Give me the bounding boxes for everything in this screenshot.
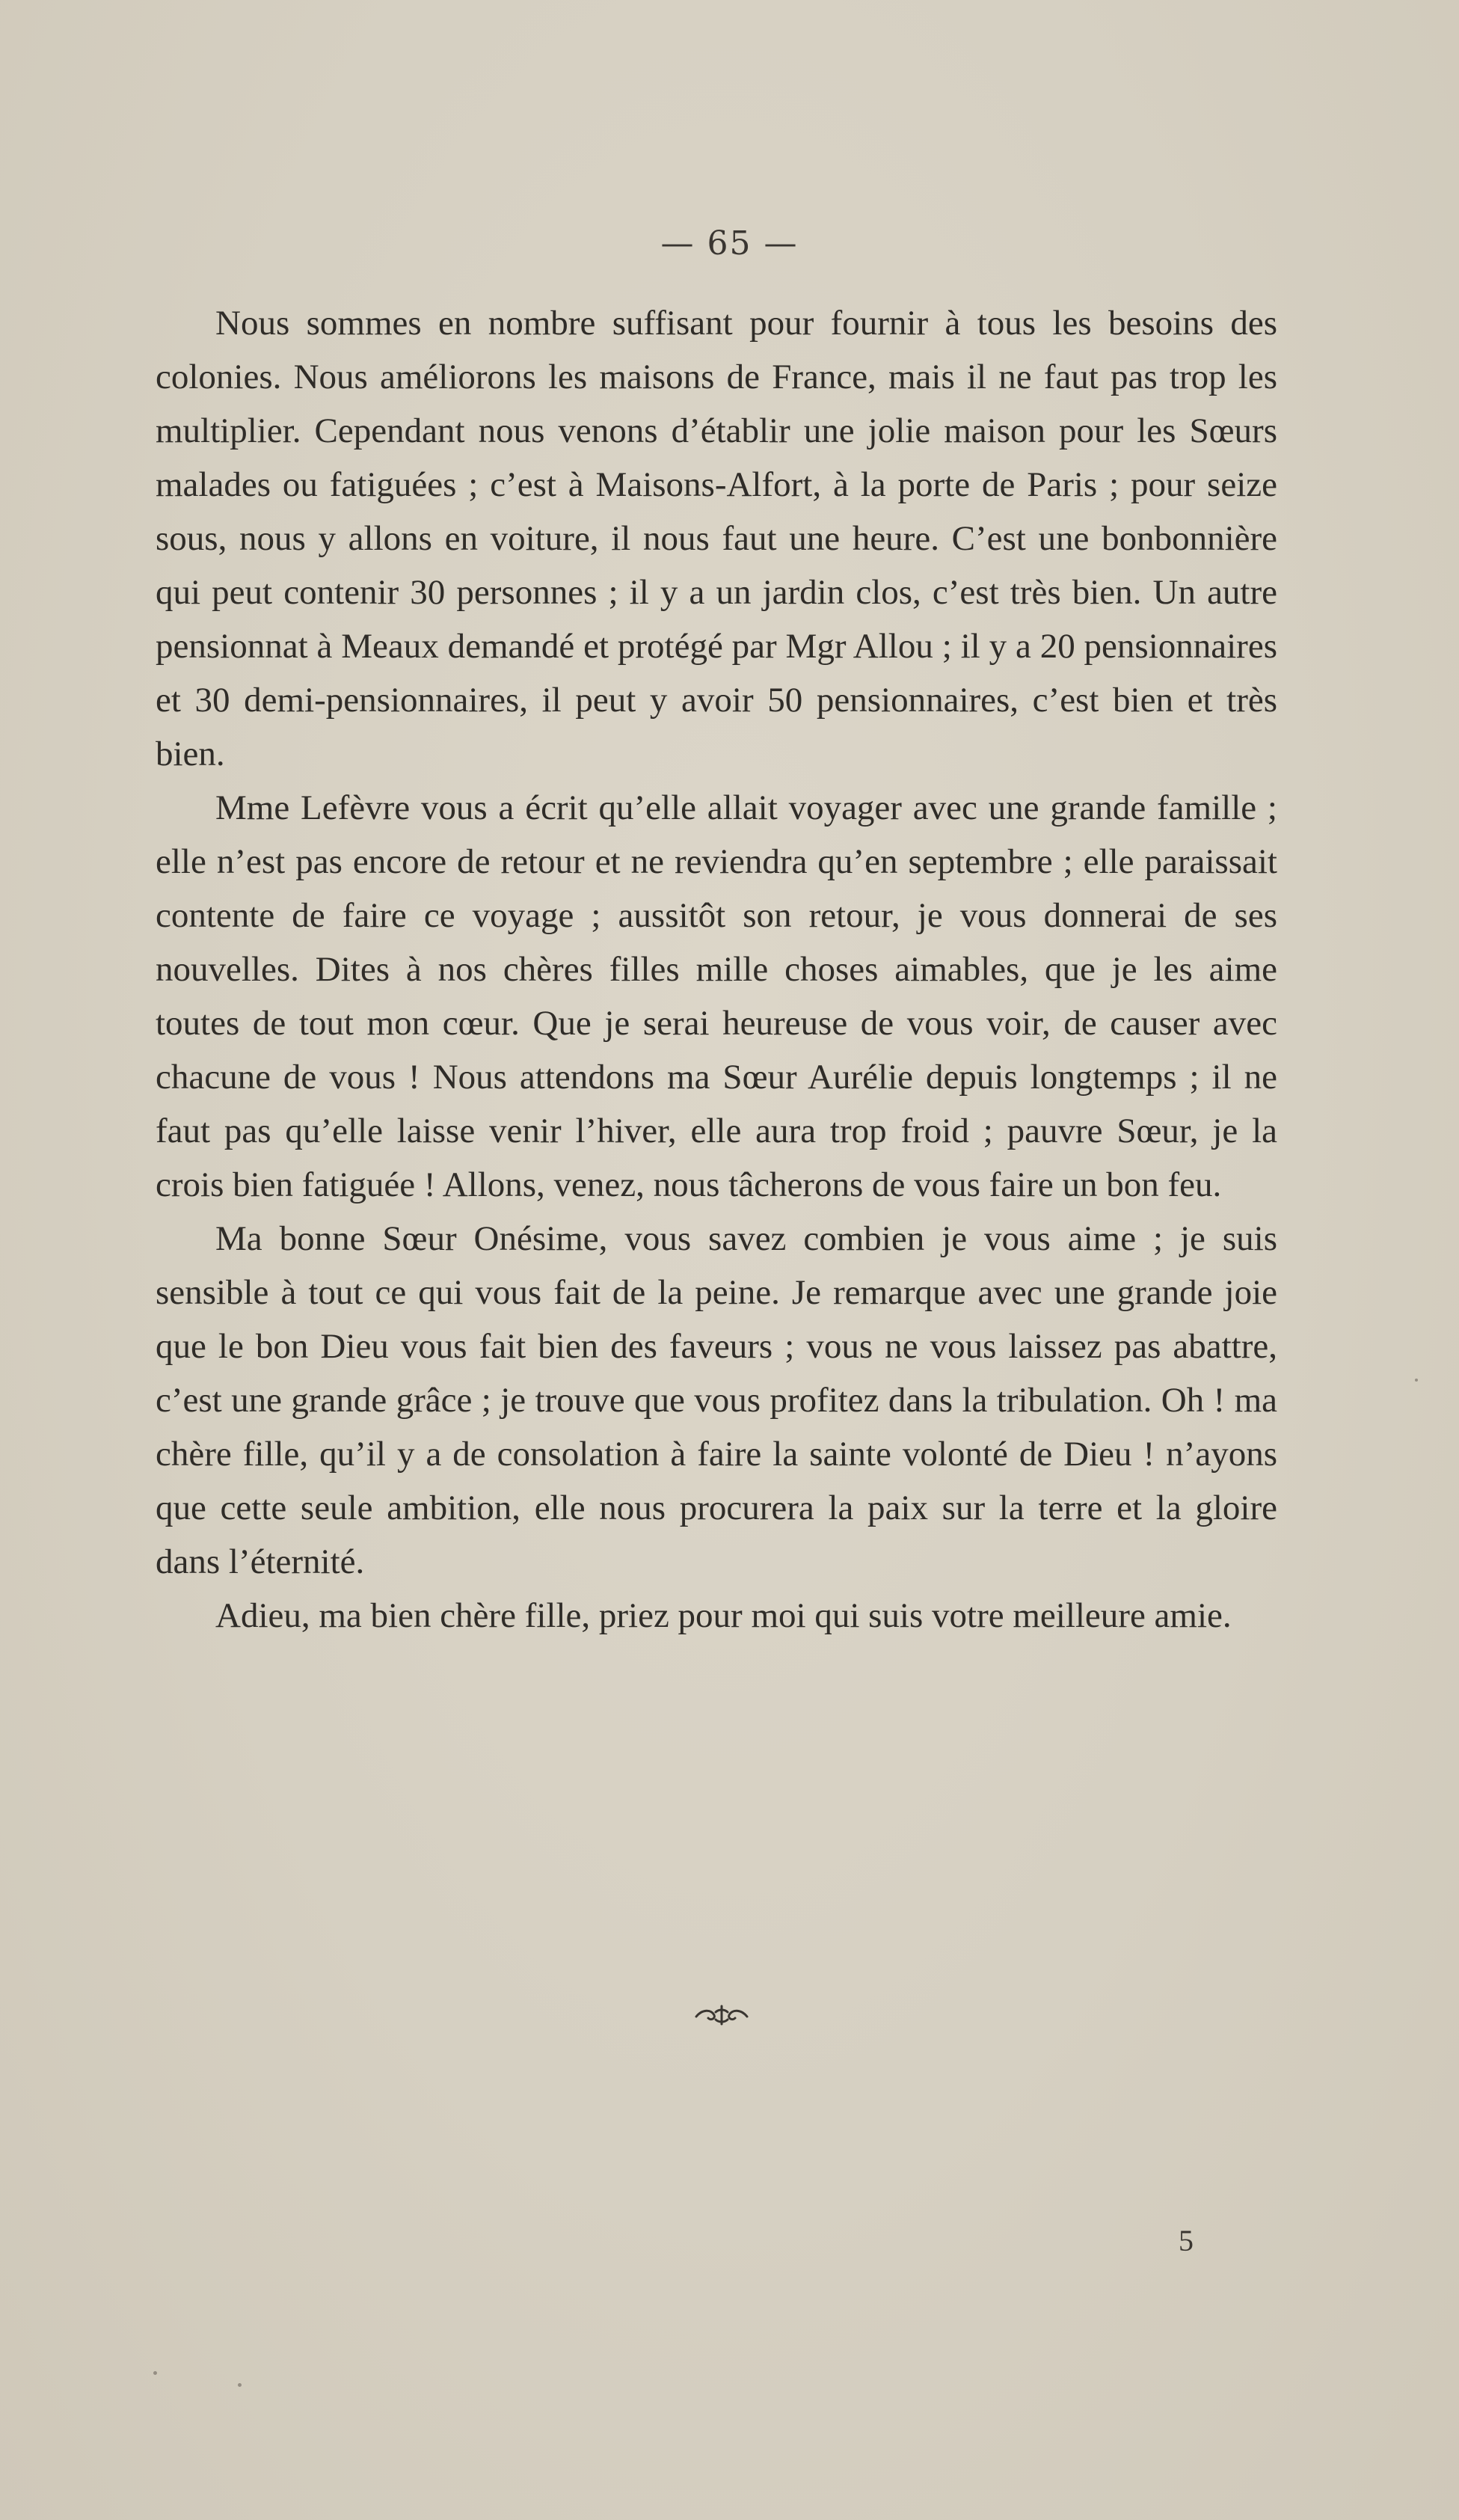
body-text xyxy=(156,296,1277,1643)
paragraph-2: Mme Lefèvre vous a écrit qu’elle allait voyager avec une grande famille ; elle n’est pas encore de retour et ne reviendra qu’en septembre ; elle paraissait contente de faire ce voyage ; aussitôt son retour, je vous donnerai de ses nouvelles. Dites à nos chères filles mille choses aimables, que je les aime toutes de tout mon cœur. Que je serai heureuse de vous voir, de causer avec chacune de vous ! Nous attendons ma Sœur Aurélie depuis longtemps ; il ne faut pas qu’elle laisse venir l’hiver, elle aura trop froid ; pauvre Sœur, je la crois bien fatiguée ! Allons, venez, nous tâcherons de vous faire un bon feu. xyxy=(156,788,1277,1204)
paragraph-3: Ma bonne Sœur Onésime, vous savez combien je vous aime ; je suis sensible à tout ce qui vous fait de la peine. Je remarque avec une grande joie que le bon Dieu vous fait bien des faveurs ; vous ne vous laissez pas abattre, c’est une grande grâce ; je trouve que vous profitez dans la tribulation. Oh ! ma chère fille, qu’il y a de consolation à faire la sainte volonté de Dieu ! n’ayons que cette seule ambition, elle nous procurera la paix sur la terre et la gloire dans l’éternité. xyxy=(156,1219,1277,1581)
fleuron-icon xyxy=(692,2002,752,2029)
page-number: — 65 — xyxy=(660,224,799,263)
paragraph-4: Adieu, ma bien chère fille, priez pour moi qui suis votre meilleure amie. xyxy=(215,1596,1232,1635)
signature-number: 5 xyxy=(1179,2224,1194,2257)
paragraph-1: Nous sommes en nombre suffisant pour fournir à tous les besoins des colonies. Nous améliorons les maisons de France, mais il ne faut pas trop les multiplier. Cependant nous venons d’établir une jolie maison pour les Sœurs malades ou fatiguées ; c’est à Maisons-Alfort, à la porte de Paris ; pour seize sous, nous y allons en voiture, il nous faut une heure. C’est une bonbonnière qui peut contenir 30 personnes ; il y a un jardin clos, c’est très bien. Un autre pensionnat à Meaux demandé et protégé par Mgr Allou ; il y a 20 pensionnaires et 30 demi-pensionnaires, il peut y avoir 50 pensionnaires, c’est bien et très bien. xyxy=(156,304,1277,773)
paper-speck xyxy=(153,2371,157,2375)
paper-speck xyxy=(238,2383,242,2387)
paper-speck xyxy=(1415,1379,1418,1382)
